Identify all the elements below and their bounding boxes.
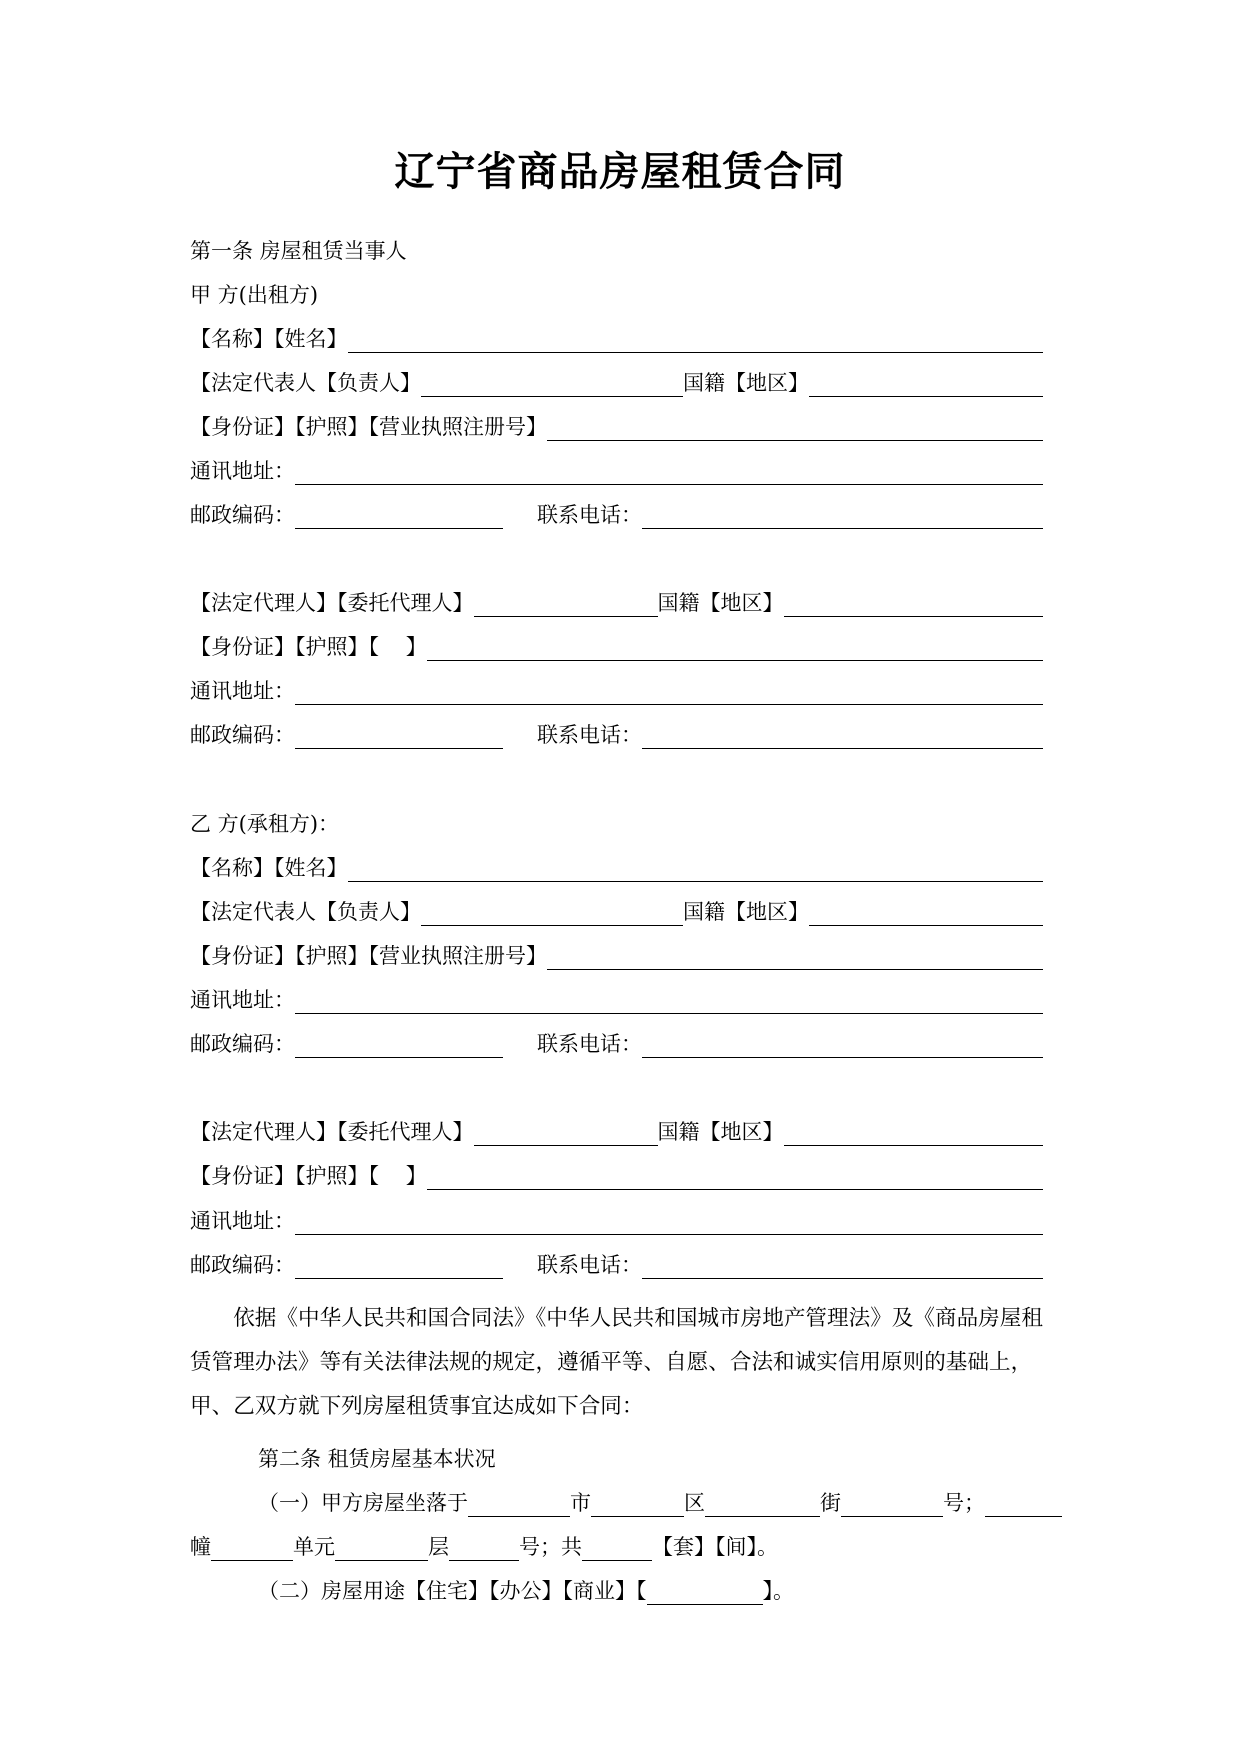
usage-other-field[interactable] xyxy=(647,1580,763,1605)
party-a-rep-row xyxy=(190,367,1043,397)
heading-text: 第一条 房屋租赁当事人 xyxy=(190,239,407,263)
article2-item1-line2 xyxy=(190,1531,1062,1561)
party-b-name-field[interactable] xyxy=(348,857,1044,882)
field-label: （一）甲方房屋坐落于 xyxy=(258,1491,468,1515)
party-a-rep-field[interactable] xyxy=(421,372,683,397)
party-a-heading xyxy=(190,279,1043,309)
heading-text: 甲 方(出租方) xyxy=(190,283,319,307)
field-label: 国籍【地区】 xyxy=(683,900,809,924)
article2-item2 xyxy=(190,1575,1062,1605)
party-a-agent-addr-row xyxy=(190,675,1043,705)
party-a-agent-row xyxy=(190,587,1043,617)
party-b-post-field[interactable] xyxy=(295,1033,503,1058)
party-b-contact-row xyxy=(190,1028,1043,1058)
field-label: 【法定代表人【负责人】 xyxy=(190,900,421,924)
field-label: 联系电话： xyxy=(537,1253,642,1277)
field-label: 联系电话： xyxy=(537,503,642,527)
field-label: 街 xyxy=(820,1491,841,1515)
party-a-name-row xyxy=(190,323,1043,353)
party-b-id-field[interactable] xyxy=(547,945,1043,970)
party-a-contact-row xyxy=(190,499,1043,529)
party-b-agent-field[interactable] xyxy=(474,1121,658,1146)
field-label: 联系电话： xyxy=(537,723,642,747)
field-label: 号； xyxy=(943,1491,985,1515)
field-label: 通讯地址： xyxy=(190,988,295,1012)
heading-text: 乙 方(承租方)： xyxy=(190,812,340,836)
building-field[interactable] xyxy=(985,1492,1062,1517)
document-title: 辽宁省商品房屋租赁合同 xyxy=(394,148,846,195)
party-a-agent-phone-field[interactable] xyxy=(642,724,1043,749)
party-a-phone-field[interactable] xyxy=(642,504,1043,529)
article2-item1-line1 xyxy=(190,1487,1062,1517)
room-field[interactable] xyxy=(449,1536,519,1561)
field-label: 号；共 xyxy=(519,1535,582,1559)
party-a-agent-addr-field[interactable] xyxy=(295,680,1043,705)
party-a-addr-row xyxy=(190,455,1043,485)
party-b-phone-field[interactable] xyxy=(642,1033,1043,1058)
field-label: 联系电话： xyxy=(537,1032,642,1056)
field-label: 】。 xyxy=(762,1579,794,1603)
field-label: 通讯地址： xyxy=(190,1209,295,1233)
party-a-id-field[interactable] xyxy=(547,416,1043,441)
city-field[interactable] xyxy=(468,1492,570,1517)
preamble-paragraph: 依据《中华人民共和国合同法》《中华人民共和国城市房地产管理法》及《商品房屋租赁管理办法》等有关法律法规的规定，遵循平等、自愿、合法和诚实信用原则的基础上，甲、乙双方就下列房屋租赁事宜达成如下合同： xyxy=(190,1306,1043,1419)
party-b-agent-nation-field[interactable] xyxy=(784,1121,1044,1146)
party-a-nation-field[interactable] xyxy=(809,372,1043,397)
party-b-name-row xyxy=(190,852,1043,882)
field-label: 【身份证】【护照】【 】 xyxy=(190,1164,427,1188)
article2-heading xyxy=(190,1443,1062,1473)
party-a-addr-field[interactable] xyxy=(295,460,1043,485)
party-b-agent-contact-row xyxy=(190,1249,1043,1279)
party-a-agent-nation-field[interactable] xyxy=(784,592,1044,617)
field-label: 邮政编码： xyxy=(190,723,295,747)
field-label: 【名称】【姓名】 xyxy=(190,856,348,880)
article1-heading xyxy=(190,235,1043,265)
field-label: 国籍【地区】 xyxy=(683,371,809,395)
field-label: 【法定代理人】【委托代理人】 xyxy=(190,1120,474,1144)
field-label: 国籍【地区】 xyxy=(657,591,784,615)
field-label: 市 xyxy=(570,1491,591,1515)
field-label: 邮政编码： xyxy=(190,503,295,527)
field-label: 国籍【地区】 xyxy=(657,1120,784,1144)
party-a-post-field[interactable] xyxy=(295,504,503,529)
field-label: 单元 xyxy=(293,1535,335,1559)
party-b-agent-addr-row xyxy=(190,1205,1043,1235)
field-label: 【法定代理人】【委托代理人】 xyxy=(190,591,474,615)
party-b-addr-field[interactable] xyxy=(295,989,1043,1014)
party-a-name-field[interactable] xyxy=(348,328,1044,353)
field-label: （二）房屋用途【住宅】【办公】【商业】【 xyxy=(258,1579,647,1603)
party-a-agent-post-field[interactable] xyxy=(295,724,503,749)
party-b-addr-row xyxy=(190,984,1043,1014)
party-b-agent-row xyxy=(190,1116,1043,1146)
party-a-agent-id-row xyxy=(190,631,1043,661)
party-b-id-row xyxy=(190,940,1043,970)
party-b-nation-field[interactable] xyxy=(809,901,1043,926)
field-label: 【身份证】【护照】【营业执照注册号】 xyxy=(190,415,547,439)
field-label: 【身份证】【护照】【 】 xyxy=(190,635,427,659)
field-label: 【名称】【姓名】 xyxy=(190,327,348,351)
field-label: 区 xyxy=(684,1491,705,1515)
party-a-id-row xyxy=(190,411,1043,441)
field-label: 层 xyxy=(428,1535,449,1559)
party-b-agent-addr-field[interactable] xyxy=(295,1210,1043,1235)
party-a-agent-id-field[interactable] xyxy=(427,636,1043,661)
field-label: 幢 xyxy=(190,1535,211,1559)
party-b-rep-row xyxy=(190,896,1043,926)
party-b-rep-field[interactable] xyxy=(421,901,683,926)
party-a-agent-contact-row xyxy=(190,719,1043,749)
field-label: 通讯地址： xyxy=(190,459,295,483)
party-a-agent-field[interactable] xyxy=(474,592,658,617)
unit-field[interactable] xyxy=(211,1536,293,1561)
field-label: 【套】【间】。 xyxy=(652,1535,778,1559)
party-b-agent-post-field[interactable] xyxy=(295,1254,503,1279)
party-b-agent-id-row xyxy=(190,1160,1043,1190)
field-label: 邮政编码： xyxy=(190,1253,295,1277)
field-label: 通讯地址： xyxy=(190,679,295,703)
field-label: 【身份证】【护照】【营业执照注册号】 xyxy=(190,944,547,968)
field-label: 邮政编码： xyxy=(190,1032,295,1056)
field-label: 【法定代表人【负责人】 xyxy=(190,371,421,395)
floor-field[interactable] xyxy=(335,1536,428,1561)
district-field[interactable] xyxy=(591,1492,684,1517)
street-field[interactable] xyxy=(705,1492,820,1517)
street-number-field[interactable] xyxy=(841,1492,943,1517)
party-b-agent-phone-field[interactable] xyxy=(642,1254,1043,1279)
party-b-heading xyxy=(190,808,1043,838)
heading-text: 第二条 租赁房屋基本状况 xyxy=(258,1447,496,1471)
party-b-agent-id-field[interactable] xyxy=(427,1165,1043,1190)
count-field[interactable] xyxy=(582,1536,652,1561)
